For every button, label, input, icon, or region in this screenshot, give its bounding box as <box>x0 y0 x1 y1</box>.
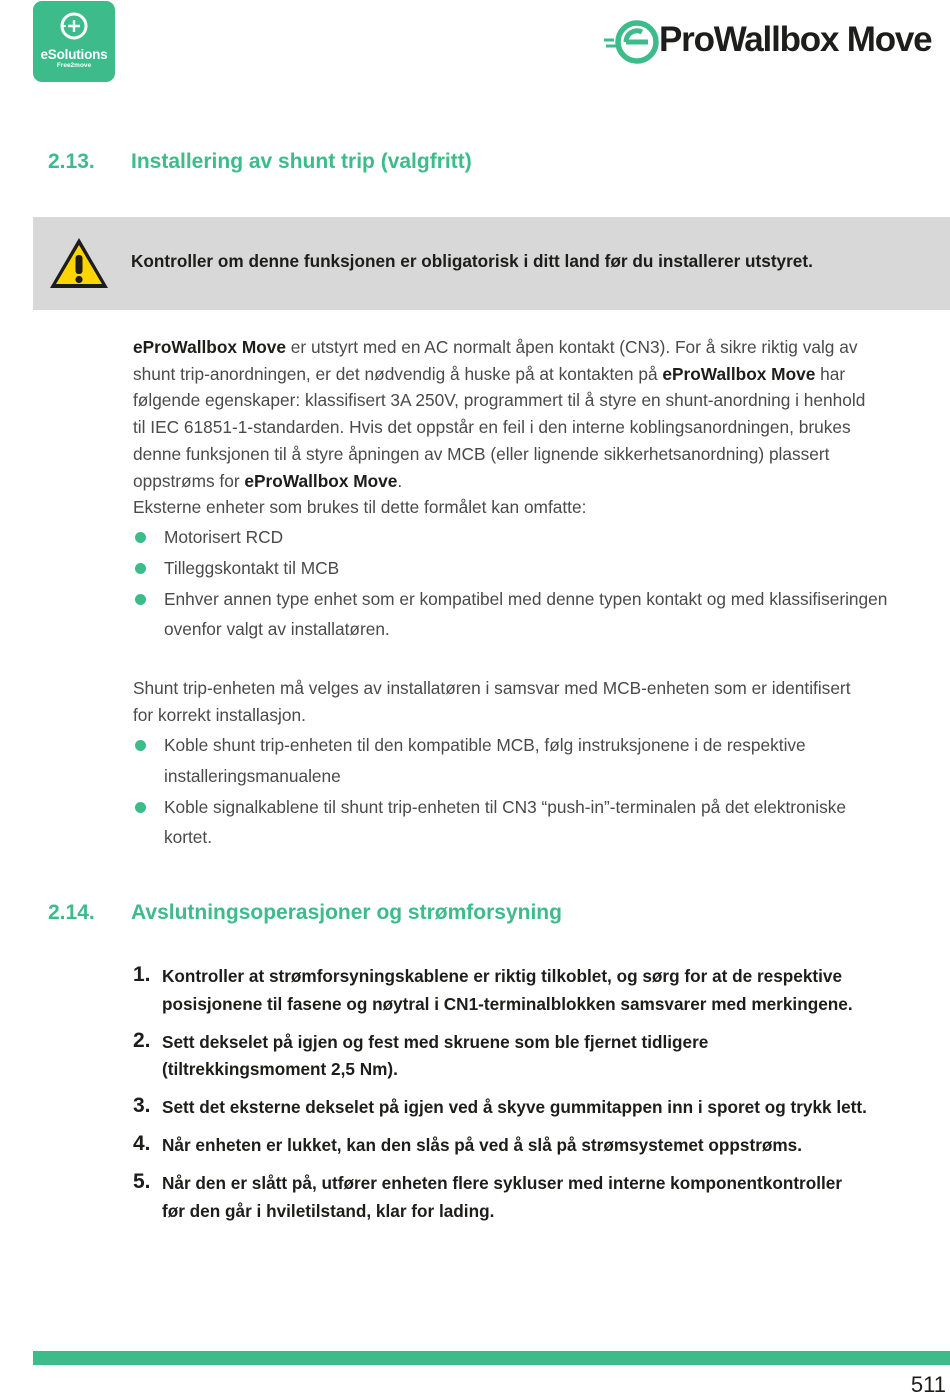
bullet-dot-icon <box>135 594 146 605</box>
e-plug-logo-icon <box>604 19 660 65</box>
paragraph-line: denne funksjonen til å styre åpningen av MCB (eller lignende sikkerhetsanordning) plassert <box>133 443 830 464</box>
shunt-selection-paragraph <box>133 675 948 728</box>
list-item: Koble shunt trip-enheten til den kompatible MCB, følg instruksjonene i de respektive installeringsmanualene <box>133 730 948 792</box>
paragraph-line: følgende egenskaper: klassifisert 3A 250V, programmert til å styre en shunt-anordning i henhold <box>133 390 866 411</box>
warning-callout <box>33 217 950 310</box>
bullet-dot-icon <box>135 563 146 574</box>
step-item: 4. Når enheten er lukket, kan den slås på ved å slå på strømsystemet oppstrøms. <box>133 1132 950 1160</box>
paragraph-line: for korrekt installasjon. <box>133 704 306 725</box>
step-number: 1. <box>133 963 151 986</box>
list-item: Enhver annen type enhet som er kompatibel med denne typen kontakt og med klassifiseringen ovenfor valgt av installatøren. <box>133 584 948 646</box>
step-number: 4. <box>133 1132 151 1155</box>
step-item: 2. Sett dekselet på igjen og fest med skruene som ble fjernet tidligere (tiltrekkingsmoment 2,5 Nm). <box>133 1028 709 1079</box>
esolutions-logo <box>33 1 115 82</box>
section-heading-2-13 <box>48 150 472 174</box>
brand-logo <box>604 18 949 66</box>
list-item: Motorisert RCD <box>133 522 948 553</box>
step-number: 3. <box>133 1094 151 1117</box>
closing-operations-steps <box>133 963 950 1236</box>
badge-subtitle: Free2move <box>56 62 92 69</box>
step-item: 1. Kontroller at strømforsyningskablene er riktig tilkoblet, og sørg for at de respektive posisjonene til fasene og nøytral i CN1-terminalblokken samsvarer med merkingene. <box>133 963 853 1014</box>
list-item: Tilleggskontakt til MCB <box>133 553 948 584</box>
paragraph-line: shunt trip-anordningen, er det nødvendig å huske på at kontakten på eProWallbox Move har <box>133 363 846 384</box>
section-title: Installering av shunt trip (valgfritt) <box>131 150 472 173</box>
step-item: 5. Når den er slått på, utfører enheten flere sykluser med interne komponentkontroller før den går i hviletilstand, klar for lading. <box>133 1170 843 1221</box>
step-item: 3. Sett det eksterne dekselet på igjen ved å skyve gummitappen inn i sporet og trykk lett. <box>133 1094 950 1122</box>
paragraph-line: Eksterne enheter som brukes til dette formålet kan omfatte: <box>133 497 587 518</box>
footer-bar <box>33 1351 950 1365</box>
section-title: Avslutningsoperasjoner og strømforsyning <box>131 901 562 924</box>
section-number: 2.13. <box>48 150 95 173</box>
bullet-dot-icon <box>135 532 146 543</box>
connection-steps-list <box>133 730 948 853</box>
paragraph-line: til IEC 61851-1-standarden. Hvis det oppstår en feil i den interne koblingsanordningen, brukes <box>133 417 851 438</box>
paragraph-line: Shunt trip-enheten må velges av installatøren i samsvar med MCB-enheten som er identifisert <box>133 678 851 698</box>
step-number: 2. <box>133 1028 151 1052</box>
section-number: 2.14. <box>48 901 95 924</box>
step-number: 5. <box>133 1170 151 1193</box>
warning-text: Kontroller om denne funksjonen er obligatorisk i ditt land før du installerer utstyret. <box>131 251 813 271</box>
bullet-dot-icon <box>135 802 146 813</box>
intro-paragraph <box>133 334 948 521</box>
section-heading-2-14 <box>48 901 562 925</box>
bullet-dot-icon <box>135 740 146 751</box>
badge-title: eSolutions <box>40 47 108 62</box>
external-devices-list <box>133 522 948 645</box>
paragraph-line: eProWallbox Move er utstyrt med en AC normalt åpen kontakt (CN3). For å sikre riktig valg av <box>133 337 858 357</box>
brand-name: ProWallbox Move <box>659 20 932 59</box>
list-item: Koble signalkablene til shunt trip-enheten til CN3 “push-in”-terminalen på det elektroniske kortet. <box>133 792 948 854</box>
page-number: 511 <box>910 1372 946 1397</box>
paragraph-line: oppstrøms for eProWallbox Move. <box>133 470 403 491</box>
plug-logo-icon <box>59 11 89 41</box>
warning-triangle-icon <box>47 235 111 291</box>
